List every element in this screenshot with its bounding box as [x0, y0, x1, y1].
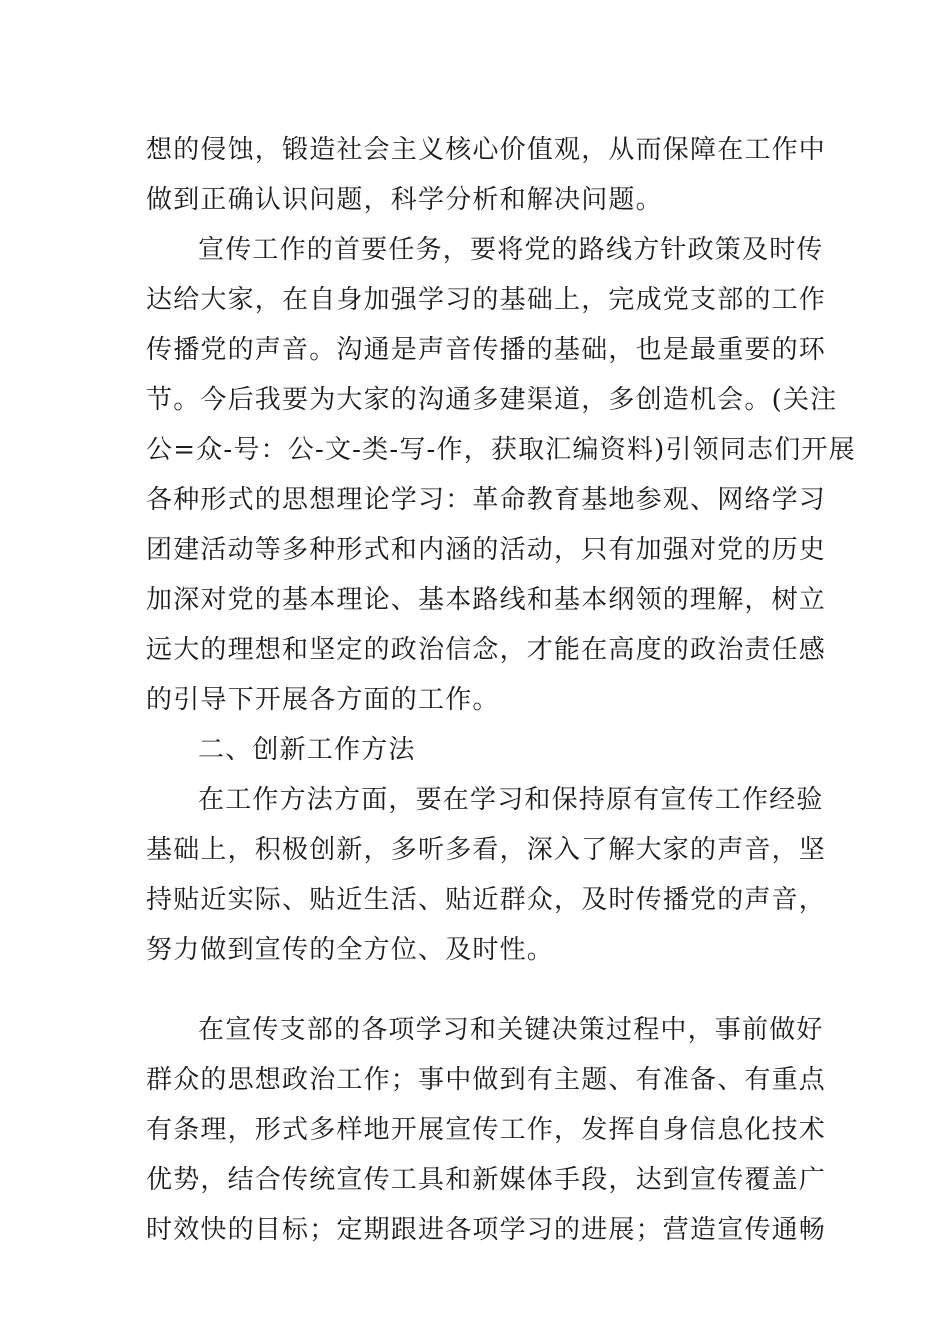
- text-line: 优势，结合传统宣传工具和新媒体手段，达到宣传覆盖广: [146, 1165, 827, 1195]
- text-line: 群众的思想政治工作；事中做到有主题、有准备、有重点: [146, 1065, 827, 1095]
- section-heading: 二、创新工作方法: [198, 735, 416, 765]
- text-line: 有条理，形式多样地开展宣传工作，发挥自身信息化技术: [146, 1115, 827, 1145]
- text-line: 想的侵蚀，锻造社会主义核心价值观，从而保障在工作中: [146, 135, 827, 165]
- paragraph-start-line: 在宣传支部的各项学习和关键决策过程中，事前做好: [198, 1015, 824, 1045]
- text-line: 加深对党的基本理论、基本路线和基本纲领的理解，树立: [146, 585, 827, 615]
- text-line: 的引导下开展各方面的工作。: [146, 685, 500, 715]
- text-line: 传播党的声音。沟通是声音传播的基础，也是最重要的环: [146, 335, 827, 365]
- paragraph-start-line: 宣传工作的首要任务，要将党的路线方针政策及时传: [198, 235, 824, 265]
- text-line: 远大的理想和坚定的政治信念，才能在高度的政治责任感: [146, 635, 827, 665]
- text-line: 节。今后我要为大家的沟通多建渠道，多创造机会。(关注: [146, 385, 838, 415]
- text-line: 各种形式的思想理论学习：革命教育基地参观、网络学习: [146, 485, 827, 515]
- text-line: 达给大家，在自身加强学习的基础上，完成党支部的工作: [146, 285, 827, 315]
- text-line: 努力做到宣传的全方位、及时性。: [146, 935, 555, 965]
- text-line: 时效快的目标；定期跟进各项学习的进展；营造宣传通畅: [146, 1215, 827, 1245]
- text-line: 基础上，积极创新，多听多看，深入了解大家的声音，坚: [146, 835, 827, 865]
- text-line: 团建活动等多种形式和内涵的活动，只有加强对党的历史: [146, 535, 827, 565]
- paragraph-start-line: 在工作方法方面，要在学习和保持原有宣传工作经验: [198, 785, 824, 815]
- text-line: 做到正确认识问题，科学分析和解决问题。: [146, 185, 663, 215]
- text-line: 公=众-号：公-文-类-写-作，获取汇编资料)引领同志们开展: [146, 435, 856, 465]
- text-line: 持贴近实际、贴近生活、贴近群众，及时传播党的声音，: [146, 885, 827, 915]
